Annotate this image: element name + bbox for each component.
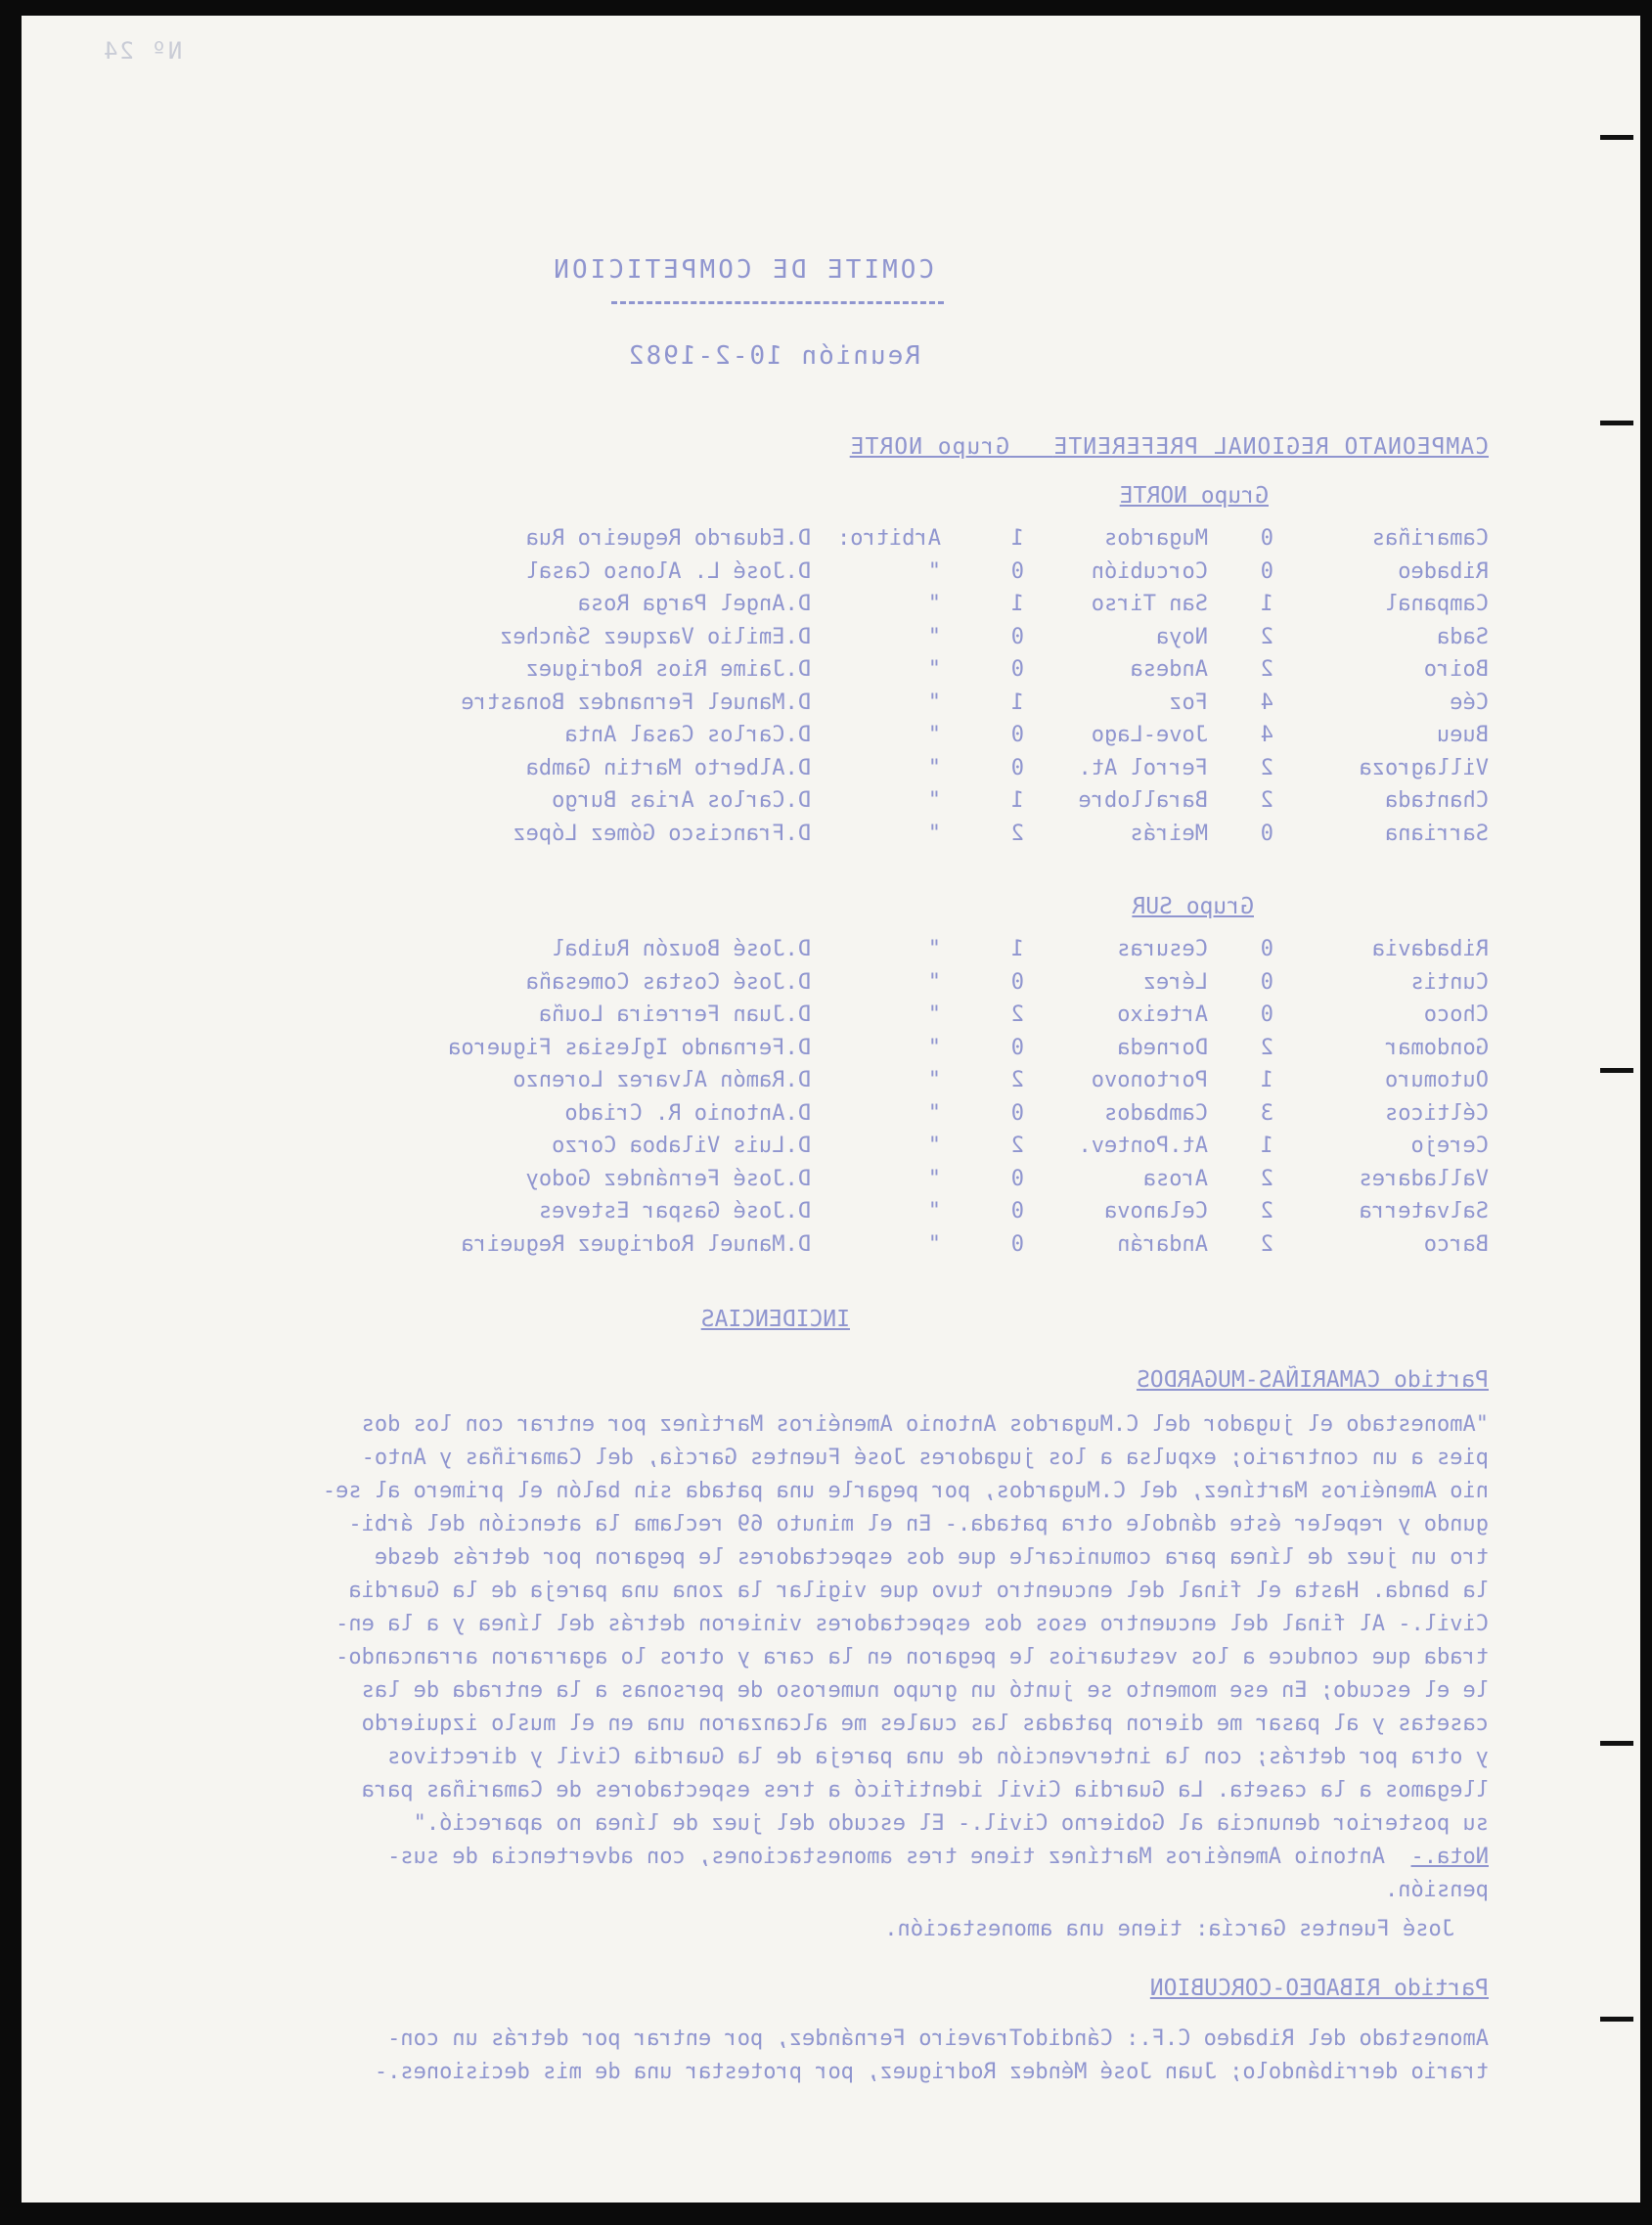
text-line: trario derribándolo; Juan José Méndez Rodriguez, por protestar una de mis decisiones.- [374, 2060, 1489, 2084]
referee-name: D.Francisco Gómez López [513, 821, 811, 846]
meeting-date: Reunión 10-2-1982 [626, 341, 920, 371]
referee-label: " [927, 1199, 941, 1224]
result-row [22, 1167, 1640, 1200]
home-score: 2 [1260, 1199, 1273, 1224]
note-line-2: José Fuentes García: tiene una amonestación. [884, 1917, 1454, 1941]
referee-label: " [927, 624, 941, 649]
home-score: 0 [1260, 558, 1273, 584]
home-team: Campanal [1385, 592, 1489, 616]
result-row [22, 937, 1640, 970]
match1-title: Partido CAMARIÑAS-MUGARDOS [1136, 1367, 1489, 1393]
away-score: 0 [1010, 723, 1024, 747]
referee-name: D.Manuel Rodriguez Regueira [461, 1231, 811, 1257]
away-team: Noya [1156, 624, 1208, 649]
referee-label: " [927, 821, 941, 846]
referee-name: D.Manuel Fernandez Bonastre [461, 690, 811, 715]
away-score: 0 [1010, 558, 1024, 584]
result-row [22, 788, 1640, 822]
home-score: 1 [1260, 1068, 1273, 1092]
home-score: 0 [1260, 969, 1273, 995]
referee-label: " [927, 558, 941, 584]
away-score: 0 [1010, 1035, 1024, 1060]
away-score: 2 [1010, 1002, 1024, 1027]
away-score: 1 [1010, 788, 1024, 813]
away-team: Lérez [1142, 969, 1208, 995]
home-score: 2 [1260, 1166, 1273, 1191]
referee-name: D.Alberto Martin Gamba [525, 755, 811, 780]
note-text: Antonio Amenéiros Martínez tiene tres amonestaciones, con advertencia de sus- [387, 1845, 1386, 1869]
result-row [22, 690, 1640, 724]
text-line: gundo y repeler éste dándole otra patada.- En el minuto 69 reclama la atención del árbi- [348, 1512, 1489, 1536]
referee-name: D.Fernando Iglesias Figueroa [448, 1035, 811, 1060]
referee-label: " [927, 937, 941, 961]
result-row [22, 1036, 1640, 1069]
home-team: Ribadavia [1371, 937, 1489, 961]
away-score: 0 [1010, 624, 1024, 649]
home-score: 1 [1260, 1134, 1273, 1158]
result-row [22, 756, 1640, 789]
result-row [22, 1101, 1640, 1135]
home-team: Sarriana [1385, 821, 1489, 846]
home-score: 2 [1260, 624, 1273, 649]
referee-name: D.Carlos Arias Burgo [552, 788, 811, 813]
referee-label: " [927, 1035, 941, 1060]
referee-name: D.Luis Vilaboa Corzo [552, 1134, 811, 1158]
referee-label: " [927, 969, 941, 995]
referee-label: " [927, 1166, 941, 1191]
away-score: 1 [1010, 526, 1024, 551]
committee-title: COMITE DE COMPETICION [551, 255, 934, 285]
home-team: Cerejo [1410, 1134, 1489, 1158]
referee-name: D.Juan Ferreira Louña [538, 1002, 811, 1027]
away-score: 1 [1010, 937, 1024, 961]
home-score: 2 [1260, 1035, 1273, 1060]
away-team: Arosa [1142, 1166, 1208, 1191]
result-row [22, 1199, 1640, 1232]
home-score: 4 [1260, 690, 1273, 715]
home-team: Villagroza [1359, 755, 1489, 780]
referee-name: D.José Bouzón Ruibal [552, 937, 811, 961]
text-line: trada que conduce a los vestuarios le pegaron en la cara y otros lo agarraron arrancando- [335, 1645, 1489, 1669]
north-group-label: Grupo NORTE [1119, 483, 1269, 509]
referee-name: D.José Fernández Godoy [525, 1166, 811, 1191]
note-label: Nota.- [1410, 1845, 1489, 1869]
referee-label: " [927, 788, 941, 813]
home-team: Cuntis [1410, 969, 1489, 995]
result-row [22, 592, 1640, 625]
away-team: Jove-Lago [1091, 723, 1208, 747]
away-team: Meirás [1130, 821, 1208, 846]
championship-name: CAMPEONATO REGIONAL PREFERENTE [1052, 434, 1489, 460]
away-score: 0 [1010, 969, 1024, 995]
bleed-through-text [22, 16, 1640, 2203]
text-line: tro un juez de línea para comunicarle que dos espectadores le pegaron por detrás desde [374, 1545, 1489, 1570]
championship-heading [850, 434, 1489, 460]
match2-report [375, 2023, 1489, 2089]
home-team: Célticos [1385, 1100, 1489, 1126]
result-row [22, 526, 1640, 559]
text-line: y otra por detrás; con la intervención de una pareja de la Guardia Civil y directivos [387, 1745, 1489, 1769]
result-row [22, 1068, 1640, 1101]
referee-label: " [927, 592, 941, 616]
text-line: nio Amenéiros Martínez, del C.Mugardos, por pegarle una patada sin balón el primero al se- [322, 1479, 1489, 1503]
home-team: Valladares [1359, 1166, 1489, 1191]
text-line: Civil.- Al final del encuentro esos dos espectadores vinieron detrás del línea y a la en- [335, 1612, 1489, 1636]
home-team: Gondomar [1385, 1035, 1489, 1060]
referee-label: " [927, 755, 941, 780]
referee-name: D.Carlos Casal Anta [564, 723, 811, 747]
away-team: Cambados [1104, 1100, 1208, 1126]
title-underline [611, 301, 944, 304]
result-row [22, 625, 1640, 658]
away-score: 0 [1010, 657, 1024, 682]
home-team: Outomuro [1385, 1068, 1489, 1092]
home-team: Camariñas [1371, 526, 1489, 551]
away-team: Celanova [1104, 1199, 1208, 1224]
away-team: Ferrol At. [1078, 755, 1208, 780]
note-line [387, 1841, 1489, 1874]
home-score: 4 [1260, 723, 1273, 747]
referee-label: " [927, 723, 941, 747]
away-score: 0 [1010, 1231, 1024, 1257]
home-team: Salvaterra [1359, 1199, 1489, 1224]
away-team: At.Pontev. [1078, 1134, 1208, 1158]
referee-name: D.Jaime Rios Rodriguez [525, 657, 811, 682]
home-team: Choco [1423, 1002, 1489, 1027]
result-row [22, 970, 1640, 1003]
match1-report [323, 1408, 1489, 1841]
home-score: 0 [1260, 821, 1273, 846]
away-team: Andesa [1130, 657, 1208, 682]
championship-group: Grupo NORTE [849, 434, 1010, 460]
away-team: Andarán [1117, 1231, 1208, 1257]
away-score: 2 [1010, 821, 1024, 846]
home-team: Barco [1423, 1231, 1489, 1257]
result-row [22, 1134, 1640, 1167]
text-line: Amonestado del Ribadeo C.F.: CándidoTraveiro Fernández, por entrar por detrás un con- [387, 2026, 1489, 2051]
text-line: pies a un contrario; expulsa a los jugadores José Fuentes García, del Camariñas y Anto- [361, 1446, 1489, 1470]
away-score: 1 [1010, 592, 1024, 616]
referee-name: D.Eduardo Regueiro Rua [525, 526, 811, 551]
referee-name: D.José Gaspar Esteves [538, 1199, 811, 1224]
text-line: "Amonestado el jugador del C.Mugardos Antonio Amenéiros Martínez por entrar con los dos [361, 1412, 1489, 1437]
text-line: su posterior denuncia al Gobierno Civil.- El escudo del juez de línea no apareció." [413, 1811, 1489, 1836]
result-row [22, 657, 1640, 690]
text-line: casetas y al pasar me dieron patadas las cuales me alcanzaron una en el muslo izquierdo [361, 1712, 1489, 1736]
note-continuation: pensión. [1385, 1878, 1489, 1902]
away-team: San Tirso [1091, 592, 1208, 616]
referee-label: " [927, 1100, 941, 1126]
page-number: Nº 24 [102, 37, 183, 65]
home-team: Chantada [1385, 788, 1489, 813]
referee-name: D.Angel Parga Rosa [577, 592, 811, 616]
away-score: 1 [1010, 690, 1024, 715]
text-line: la banda. Hasta el final del encuentro tuvo que vigilar la zona una pareja de la Guardia [348, 1579, 1489, 1603]
referee-label: " [927, 1002, 941, 1027]
away-score: 0 [1010, 755, 1024, 780]
home-score: 3 [1260, 1100, 1273, 1126]
referee-name: D.Emilio Vazquez Sánchez [500, 624, 811, 649]
away-team: Portonovo [1091, 1068, 1208, 1092]
home-score: 2 [1260, 788, 1273, 813]
home-score: 2 [1260, 1231, 1273, 1257]
away-score: 0 [1010, 1100, 1024, 1126]
south-group-label: Grupo SUR [1132, 894, 1254, 919]
away-score: 2 [1010, 1134, 1024, 1158]
home-score: 0 [1260, 1002, 1273, 1027]
incidents-title: INCIDENCIAS [700, 1307, 850, 1332]
away-team: Corcubión [1091, 558, 1208, 584]
referee-label: " [927, 1068, 941, 1092]
result-row [22, 1232, 1640, 1266]
referee-label: Arbitro: [837, 526, 941, 551]
referee-name: D.Antonio R. Criado [564, 1100, 811, 1126]
referee-label: " [927, 657, 941, 682]
away-team: Foz [1169, 690, 1208, 715]
referee-name: D.Ramón Alvarez Lorenzo [513, 1068, 811, 1092]
away-score: 0 [1010, 1166, 1024, 1191]
away-team: Arteixo [1117, 1002, 1208, 1027]
referee-label: " [927, 1134, 941, 1158]
referee-name: D.José Costas Comesaña [525, 969, 811, 995]
home-team: Cée [1450, 690, 1489, 715]
home-score: 1 [1260, 592, 1273, 616]
home-team: Sada [1437, 624, 1489, 649]
referee-label: " [927, 1231, 941, 1257]
home-score: 0 [1260, 937, 1273, 961]
result-row [22, 822, 1640, 855]
away-team: Barallobre [1078, 788, 1208, 813]
away-team: Mugardos [1104, 526, 1208, 551]
home-team: Boiro [1423, 657, 1489, 682]
match2-title: Partido RIBADEO-CORCUBION [1149, 1976, 1489, 2001]
away-team: Cesuras [1117, 937, 1208, 961]
home-score: 0 [1260, 526, 1273, 551]
home-team: Bueu [1437, 723, 1489, 747]
home-team: Ribadeo [1398, 558, 1489, 584]
result-row [22, 1002, 1640, 1036]
referee-name: D.José L. Alonso Casal [525, 558, 811, 584]
text-line: le el escudo; En ese momento se juntó un grupo numeroso de personas a la entrada de las [361, 1678, 1489, 1703]
result-row [22, 559, 1640, 593]
away-score: 2 [1010, 1068, 1024, 1092]
home-score: 2 [1260, 657, 1273, 682]
result-row [22, 723, 1640, 756]
text-line: llegamos a la caseta. La Guardia Civil identificó a tres espectadores de Camariñas para [361, 1778, 1489, 1802]
referee-label: " [927, 690, 941, 715]
home-score: 2 [1260, 755, 1273, 780]
away-team: Dorneda [1117, 1035, 1208, 1060]
away-score: 0 [1010, 1199, 1024, 1224]
